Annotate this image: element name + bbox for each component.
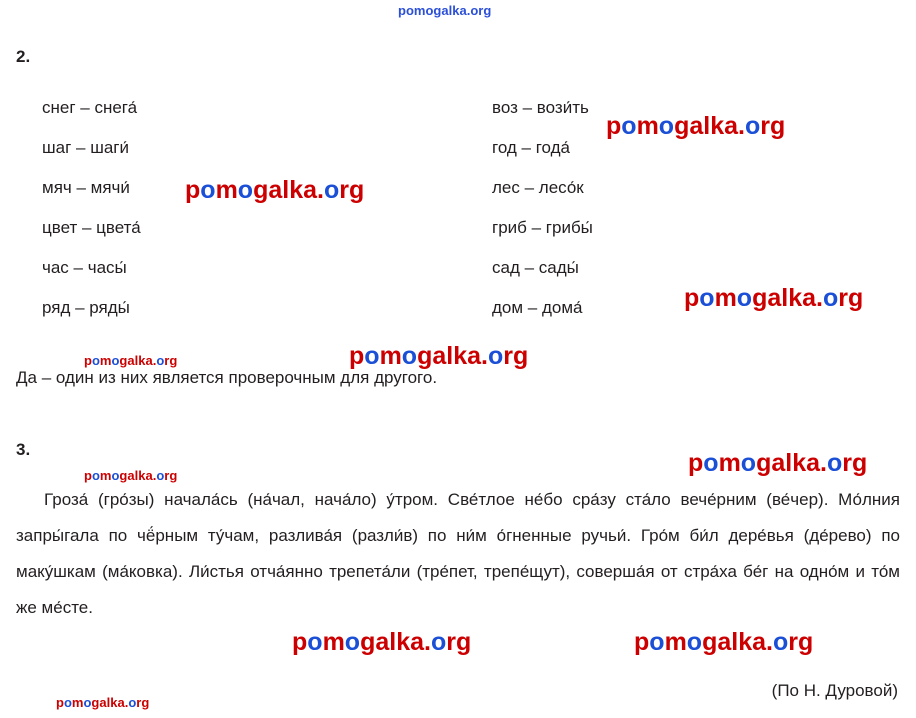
word-pair: лес – лесо́к: [492, 178, 584, 197]
watermark: pomogalka.org: [56, 695, 150, 710]
watermark: pomogalka.org: [606, 112, 786, 140]
word-pair: сад – сады́: [492, 258, 579, 277]
watermark: pomogalka.org: [84, 468, 178, 483]
exercise-2-number: 2.: [16, 47, 31, 66]
word-pair: дом – дома́: [492, 298, 583, 317]
word-pair: час – часы́: [42, 258, 127, 277]
watermark: pomogalka.org: [688, 449, 868, 477]
word-pairs-right-column: [492, 88, 593, 328]
word-pair: снег – снега́: [42, 98, 138, 117]
exercise-3-source: (По Н. Дуровой): [771, 681, 898, 700]
word-pair: цвет – цвета́: [42, 218, 141, 237]
watermark: pomogalka.org: [292, 628, 472, 656]
word-pairs-left-column: [42, 88, 141, 328]
watermark: pomogalka.org: [84, 353, 178, 368]
word-pairs-container: [0, 88, 916, 323]
watermark: pomogalka.org: [634, 628, 814, 656]
word-pair: мяч – мячи́: [42, 178, 130, 197]
watermark: pomogalka.org: [398, 3, 492, 18]
watermark: pomogalka.org: [684, 284, 864, 312]
word-pair: ряд – ряды́: [42, 298, 130, 317]
word-pair: год – года́: [492, 138, 571, 157]
exercise-2-answer: Да – один из них является проверочным для другого.: [16, 368, 438, 387]
word-pair: гриб – грибы́: [492, 218, 593, 237]
word-pair: шаг – шаги́: [42, 138, 129, 157]
word-pair: воз – вози́ть: [492, 98, 589, 117]
watermark: pomogalka.org: [185, 176, 365, 204]
watermark: pomogalka.org: [349, 342, 529, 370]
exercise-3-text: Гроза́ (гро́зы) начала́сь (на́чал, нача́ло) у́тром. Све́тлое не́бо сра́зу ста́ло вече́рним (ве́чер). Мо́лния запры́гала по чё́рным ту́чам, разлива́я (разли́в) по ни́м о́гненные ручьи́. Гро́м би́л дере́вья (де́рево) по маку́шкам (ма́ковка). Ли́стья отча́янно трепета́ли (тре́пет, трепе́щут), соверша́я от стра́ха бе́г на одно́м и то́м же ме́сте.: [16, 490, 900, 617]
exercise-3-number: 3.: [16, 440, 31, 459]
